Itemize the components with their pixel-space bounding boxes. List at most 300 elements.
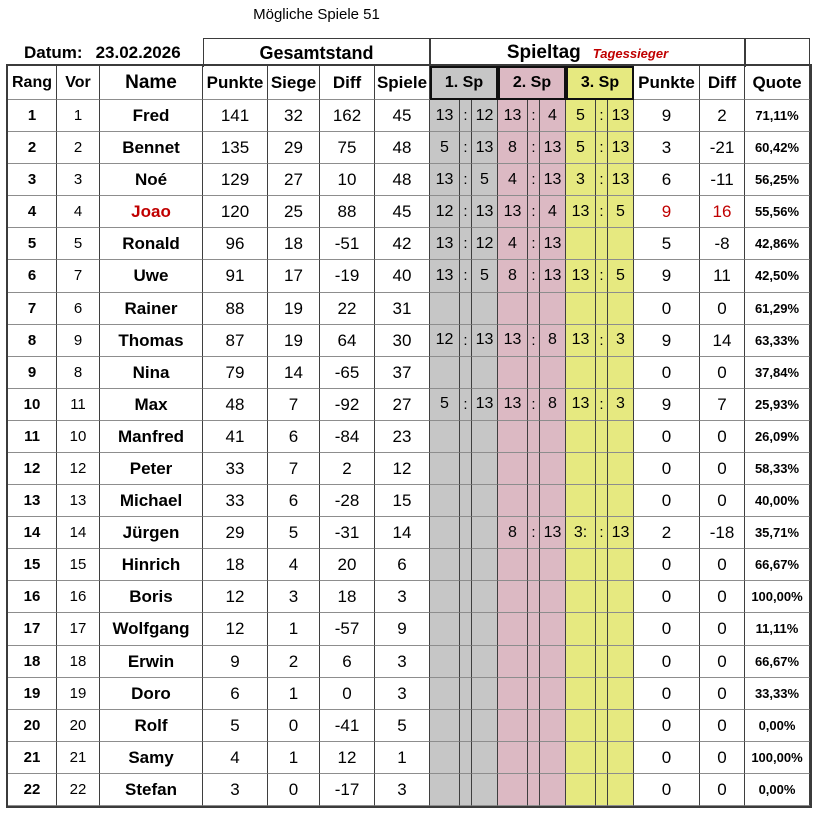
cell-rang: 15 <box>8 549 57 581</box>
cell-diff: -41 <box>320 710 375 742</box>
cell-spiele: 37 <box>375 357 430 389</box>
cell-spiele: 6 <box>375 549 430 581</box>
col-header-name: Name <box>100 66 203 100</box>
cell-g2-1: : <box>528 196 540 228</box>
cell-g3-2 <box>608 228 634 260</box>
cell-g3-1 <box>596 453 608 485</box>
cell-name: Nina <box>100 357 203 389</box>
cell-tp: 0 <box>634 581 700 613</box>
cell-punkte: 79 <box>203 357 268 389</box>
cell-g3-2 <box>608 581 634 613</box>
cell-diff: -57 <box>320 613 375 645</box>
cell-g1-2 <box>472 517 498 549</box>
cell-g1-2: 13 <box>472 196 498 228</box>
cell-vor: 10 <box>57 421 100 453</box>
cell-g1-0: 13 <box>430 260 460 292</box>
cell-name: Joao <box>100 196 203 228</box>
cell-tp: 3 <box>634 132 700 164</box>
cell-rang: 7 <box>8 293 57 325</box>
cell-g2-0 <box>498 421 528 453</box>
cell-quote: 100,00% <box>745 581 810 613</box>
cell-g3-1 <box>596 581 608 613</box>
cell-punkte: 91 <box>203 260 268 292</box>
cell-g2-1: : <box>528 325 540 357</box>
col-header-siege: Siege <box>268 66 320 100</box>
cell-g1-2 <box>472 549 498 581</box>
cell-punkte: 6 <box>203 678 268 710</box>
cell-g1-1: : <box>460 228 472 260</box>
cell-rang: 8 <box>8 325 57 357</box>
cell-rang: 13 <box>8 485 57 517</box>
cell-g2-2: 13 <box>540 164 566 196</box>
cell-td: 14 <box>700 325 745 357</box>
cell-g2-1 <box>528 421 540 453</box>
cell-g3-0: 13 <box>566 196 596 228</box>
cell-g3-0: 5 <box>566 100 596 132</box>
cell-g3-1: : <box>596 389 608 421</box>
cell-g3-2 <box>608 646 634 678</box>
cell-g1-1: : <box>460 100 472 132</box>
cell-td: 0 <box>700 293 745 325</box>
cell-g1-0: 13 <box>430 100 460 132</box>
cell-g2-1: : <box>528 228 540 260</box>
cell-diff: -65 <box>320 357 375 389</box>
cell-g3-0 <box>566 453 596 485</box>
section-spieltag <box>430 38 745 67</box>
cell-g3-1: : <box>596 517 608 549</box>
cell-spiele: 27 <box>375 389 430 421</box>
cell-g1-1 <box>460 421 472 453</box>
date-row <box>8 40 203 66</box>
cell-punkte: 120 <box>203 196 268 228</box>
cell-g1-1 <box>460 517 472 549</box>
cell-g2-1: : <box>528 164 540 196</box>
cell-g2-2: 13 <box>540 132 566 164</box>
cell-vor: 1 <box>57 100 100 132</box>
cell-rang: 12 <box>8 453 57 485</box>
cell-g3-1: : <box>596 196 608 228</box>
cell-tp: 0 <box>634 710 700 742</box>
cell-spiele: 15 <box>375 485 430 517</box>
cell-g2-1 <box>528 710 540 742</box>
cell-g1-0 <box>430 613 460 645</box>
cell-td: 0 <box>700 742 745 774</box>
section-gesamtstand <box>203 38 430 67</box>
cell-siege: 18 <box>268 228 320 260</box>
cell-quote: 26,09% <box>745 421 810 453</box>
cell-g3-1: : <box>596 132 608 164</box>
cell-g2-2: 4 <box>540 196 566 228</box>
cell-g1-2: 12 <box>472 228 498 260</box>
cell-quote: 42,50% <box>745 260 810 292</box>
cell-g2-0 <box>498 646 528 678</box>
cell-siege: 7 <box>268 453 320 485</box>
cell-tp: 0 <box>634 549 700 581</box>
cell-td: 0 <box>700 549 745 581</box>
cell-siege: 0 <box>268 710 320 742</box>
cell-punkte: 33 <box>203 453 268 485</box>
cell-vor: 20 <box>57 710 100 742</box>
cell-g1-2 <box>472 357 498 389</box>
cell-g2-2 <box>540 453 566 485</box>
cell-g3-0 <box>566 774 596 806</box>
cell-quote: 33,33% <box>745 678 810 710</box>
cell-name: Bennet <box>100 132 203 164</box>
cell-g3-0: 13 <box>566 260 596 292</box>
cell-g1-0 <box>430 581 460 613</box>
cell-g3-2: 3 <box>608 389 634 421</box>
cell-quote: 0,00% <box>745 710 810 742</box>
cell-rang: 6 <box>8 260 57 292</box>
cell-quote: 61,29% <box>745 293 810 325</box>
col-header-game2: 2. Sp <box>498 66 566 100</box>
cell-vor: 15 <box>57 549 100 581</box>
cell-vor: 13 <box>57 485 100 517</box>
cell-g1-1: : <box>460 260 472 292</box>
cell-siege: 2 <box>268 646 320 678</box>
cell-rang: 10 <box>8 389 57 421</box>
cell-g3-1 <box>596 293 608 325</box>
cell-tp: 5 <box>634 228 700 260</box>
cell-quote: 56,25% <box>745 164 810 196</box>
cell-g3-2 <box>608 357 634 389</box>
cell-g2-0 <box>498 774 528 806</box>
cell-td: 0 <box>700 357 745 389</box>
cell-g2-0: 13 <box>498 196 528 228</box>
cell-quote: 66,67% <box>745 549 810 581</box>
cell-g3-2: 3 <box>608 325 634 357</box>
cell-g2-2 <box>540 710 566 742</box>
date-label: Datum: <box>24 43 83 62</box>
cell-g1-1: : <box>460 164 472 196</box>
cell-g3-0 <box>566 293 596 325</box>
cell-g1-1 <box>460 453 472 485</box>
cell-name: Thomas <box>100 325 203 357</box>
cell-g1-1 <box>460 774 472 806</box>
cell-g1-1 <box>460 613 472 645</box>
cell-g3-1 <box>596 774 608 806</box>
cell-g1-1: : <box>460 132 472 164</box>
cell-g2-1 <box>528 742 540 774</box>
cell-g1-2 <box>472 421 498 453</box>
cell-g1-2: 5 <box>472 164 498 196</box>
cell-tp: 9 <box>634 196 700 228</box>
cell-g3-0 <box>566 710 596 742</box>
cell-g2-2: 4 <box>540 100 566 132</box>
cell-name: Rolf <box>100 710 203 742</box>
cell-g3-1 <box>596 549 608 581</box>
cell-vor: 22 <box>57 774 100 806</box>
cell-diff: -17 <box>320 774 375 806</box>
cell-tp: 0 <box>634 742 700 774</box>
cell-name: Rainer <box>100 293 203 325</box>
cell-g3-1: : <box>596 164 608 196</box>
cell-g2-2: 13 <box>540 260 566 292</box>
cell-punkte: 48 <box>203 389 268 421</box>
cell-g1-2 <box>472 453 498 485</box>
cell-siege: 5 <box>268 517 320 549</box>
cell-diff: -92 <box>320 389 375 421</box>
cell-rang: 21 <box>8 742 57 774</box>
cell-g2-2: 8 <box>540 325 566 357</box>
cell-tp: 0 <box>634 774 700 806</box>
cell-td: 16 <box>700 196 745 228</box>
cell-g1-1 <box>460 742 472 774</box>
cell-spiele: 1 <box>375 742 430 774</box>
cell-g1-1 <box>460 357 472 389</box>
cell-td: -18 <box>700 517 745 549</box>
cell-g1-2: 5 <box>472 260 498 292</box>
date-value: 23.02.2026 <box>95 43 181 62</box>
cell-diff: 64 <box>320 325 375 357</box>
cell-g1-0: 12 <box>430 196 460 228</box>
cell-name: Max <box>100 389 203 421</box>
cell-punkte: 29 <box>203 517 268 549</box>
cell-g1-0 <box>430 742 460 774</box>
cell-g1-1 <box>460 549 472 581</box>
cell-g2-1 <box>528 549 540 581</box>
cell-siege: 6 <box>268 485 320 517</box>
cell-g3-2 <box>608 293 634 325</box>
cell-diff: 88 <box>320 196 375 228</box>
cell-g3-1 <box>596 710 608 742</box>
cell-g2-1: : <box>528 132 540 164</box>
cell-tp: 9 <box>634 260 700 292</box>
cell-g2-2 <box>540 293 566 325</box>
cell-g3-1: : <box>596 100 608 132</box>
cell-g1-0: 13 <box>430 228 460 260</box>
cell-spiele: 3 <box>375 774 430 806</box>
cell-vor: 7 <box>57 260 100 292</box>
cell-g1-0 <box>430 710 460 742</box>
cell-g2-2 <box>540 742 566 774</box>
cell-vor: 14 <box>57 517 100 549</box>
cell-rang: 22 <box>8 774 57 806</box>
cell-spiele: 30 <box>375 325 430 357</box>
cell-g3-0: 13 <box>566 389 596 421</box>
cell-g1-1 <box>460 646 472 678</box>
cell-punkte: 12 <box>203 613 268 645</box>
cell-g2-1 <box>528 646 540 678</box>
cell-td: 7 <box>700 389 745 421</box>
cell-diff: 20 <box>320 549 375 581</box>
cell-g2-1: : <box>528 260 540 292</box>
cell-name: Manfred <box>100 421 203 453</box>
cell-name: Boris <box>100 581 203 613</box>
cell-rang: 11 <box>8 421 57 453</box>
cell-g1-0: 12 <box>430 325 460 357</box>
cell-g1-0 <box>430 549 460 581</box>
cell-tp: 0 <box>634 421 700 453</box>
cell-g3-1 <box>596 646 608 678</box>
cell-siege: 27 <box>268 164 320 196</box>
cell-tp: 9 <box>634 100 700 132</box>
cell-g3-0 <box>566 485 596 517</box>
cell-spiele: 31 <box>375 293 430 325</box>
cell-tp: 0 <box>634 453 700 485</box>
cell-g1-1: : <box>460 389 472 421</box>
cell-g2-1 <box>528 453 540 485</box>
cell-vor: 2 <box>57 132 100 164</box>
cell-tp: 0 <box>634 485 700 517</box>
cell-punkte: 9 <box>203 646 268 678</box>
cell-g2-2 <box>540 613 566 645</box>
cell-g1-0 <box>430 453 460 485</box>
cell-g1-0: 13 <box>430 164 460 196</box>
cell-g3-2 <box>608 453 634 485</box>
cell-siege: 7 <box>268 389 320 421</box>
cell-td: 0 <box>700 710 745 742</box>
cell-quote: 11,11% <box>745 613 810 645</box>
cell-punkte: 96 <box>203 228 268 260</box>
cell-g2-0: 4 <box>498 228 528 260</box>
cell-quote: 100,00% <box>745 742 810 774</box>
cell-spiele: 3 <box>375 678 430 710</box>
gesamtstand-label: Gesamtstand <box>259 42 374 63</box>
cell-rang: 4 <box>8 196 57 228</box>
cell-vor: 19 <box>57 678 100 710</box>
cell-quote: 55,56% <box>745 196 810 228</box>
cell-g3-2: 13 <box>608 132 634 164</box>
cell-tp: 0 <box>634 613 700 645</box>
cell-g2-2 <box>540 549 566 581</box>
possible-games-title: Mögliche Spiele 51 <box>253 6 380 23</box>
cell-g3-2 <box>608 549 634 581</box>
cell-name: Doro <box>100 678 203 710</box>
cell-g2-2 <box>540 774 566 806</box>
cell-spiele: 3 <box>375 581 430 613</box>
cell-g2-0: 13 <box>498 100 528 132</box>
cell-td: 0 <box>700 421 745 453</box>
cell-g2-2 <box>540 581 566 613</box>
cell-g3-1 <box>596 421 608 453</box>
cell-g3-1: : <box>596 260 608 292</box>
cell-g3-0: 3 <box>566 164 596 196</box>
cell-quote: 25,93% <box>745 389 810 421</box>
cell-quote: 35,71% <box>745 517 810 549</box>
cell-quote: 42,86% <box>745 228 810 260</box>
cell-siege: 1 <box>268 613 320 645</box>
cell-g3-1 <box>596 613 608 645</box>
cell-siege: 29 <box>268 132 320 164</box>
cell-g2-0 <box>498 485 528 517</box>
cell-g3-2 <box>608 485 634 517</box>
col-header-vor: Vor <box>57 66 100 100</box>
cell-g2-0 <box>498 613 528 645</box>
cell-g3-2 <box>608 774 634 806</box>
cell-g1-2 <box>472 293 498 325</box>
cell-tp: 9 <box>634 325 700 357</box>
cell-rang: 2 <box>8 132 57 164</box>
cell-g3-0: 5 <box>566 132 596 164</box>
cell-siege: 25 <box>268 196 320 228</box>
cell-siege: 0 <box>268 774 320 806</box>
cell-spiele: 5 <box>375 710 430 742</box>
cell-g3-1: : <box>596 325 608 357</box>
cell-siege: 19 <box>268 325 320 357</box>
cell-g2-2 <box>540 678 566 710</box>
cell-g2-1: : <box>528 100 540 132</box>
cell-g1-0 <box>430 774 460 806</box>
col-header-spiele: Spiele <box>375 66 430 100</box>
cell-vor: 5 <box>57 228 100 260</box>
cell-g1-2 <box>472 678 498 710</box>
cell-g3-2 <box>608 421 634 453</box>
col-header-punkte: Punkte <box>203 66 268 100</box>
cell-g3-1 <box>596 485 608 517</box>
cell-quote: 63,33% <box>745 325 810 357</box>
col-header-rang: Rang <box>8 66 57 100</box>
cell-tp: 0 <box>634 646 700 678</box>
cell-tp: 2 <box>634 517 700 549</box>
cell-vor: 12 <box>57 453 100 485</box>
cell-g2-0 <box>498 293 528 325</box>
cell-g2-1 <box>528 357 540 389</box>
cell-siege: 14 <box>268 357 320 389</box>
cell-name: Ronald <box>100 228 203 260</box>
cell-g2-2 <box>540 421 566 453</box>
cell-g3-1 <box>596 678 608 710</box>
cell-diff: -31 <box>320 517 375 549</box>
cell-g3-0 <box>566 581 596 613</box>
cell-punkte: 18 <box>203 549 268 581</box>
cell-g1-1 <box>460 293 472 325</box>
cell-spiele: 9 <box>375 613 430 645</box>
cell-td: 0 <box>700 774 745 806</box>
cell-diff: 22 <box>320 293 375 325</box>
cell-td: 0 <box>700 646 745 678</box>
cell-spiele: 23 <box>375 421 430 453</box>
cell-rang: 5 <box>8 228 57 260</box>
cell-diff: -28 <box>320 485 375 517</box>
cell-g2-1 <box>528 485 540 517</box>
cell-tp: 0 <box>634 293 700 325</box>
cell-td: 0 <box>700 453 745 485</box>
cell-name: Uwe <box>100 260 203 292</box>
cell-g1-1 <box>460 581 472 613</box>
col-header-day-diff: Diff <box>700 66 745 100</box>
cell-siege: 19 <box>268 293 320 325</box>
cell-name: Fred <box>100 100 203 132</box>
cell-vor: 8 <box>57 357 100 389</box>
cell-g2-0 <box>498 710 528 742</box>
cell-g1-1 <box>460 485 472 517</box>
cell-g1-0 <box>430 517 460 549</box>
cell-g1-1 <box>460 710 472 742</box>
cell-quote: 71,11% <box>745 100 810 132</box>
cell-vor: 9 <box>57 325 100 357</box>
cell-spiele: 45 <box>375 100 430 132</box>
cell-g1-1 <box>460 678 472 710</box>
cell-g1-0 <box>430 357 460 389</box>
cell-g3-2 <box>608 678 634 710</box>
cell-punkte: 129 <box>203 164 268 196</box>
cell-siege: 1 <box>268 678 320 710</box>
cell-td: 0 <box>700 485 745 517</box>
col-header-quote: Quote <box>745 66 810 100</box>
cell-vor: 21 <box>57 742 100 774</box>
cell-g3-2 <box>608 742 634 774</box>
cell-punkte: 3 <box>203 774 268 806</box>
cell-siege: 6 <box>268 421 320 453</box>
cell-g2-0 <box>498 678 528 710</box>
cell-g3-2 <box>608 613 634 645</box>
cell-diff: -84 <box>320 421 375 453</box>
cell-g3-1 <box>596 357 608 389</box>
cell-g1-0 <box>430 421 460 453</box>
cell-rang: 14 <box>8 517 57 549</box>
cell-spiele: 12 <box>375 453 430 485</box>
